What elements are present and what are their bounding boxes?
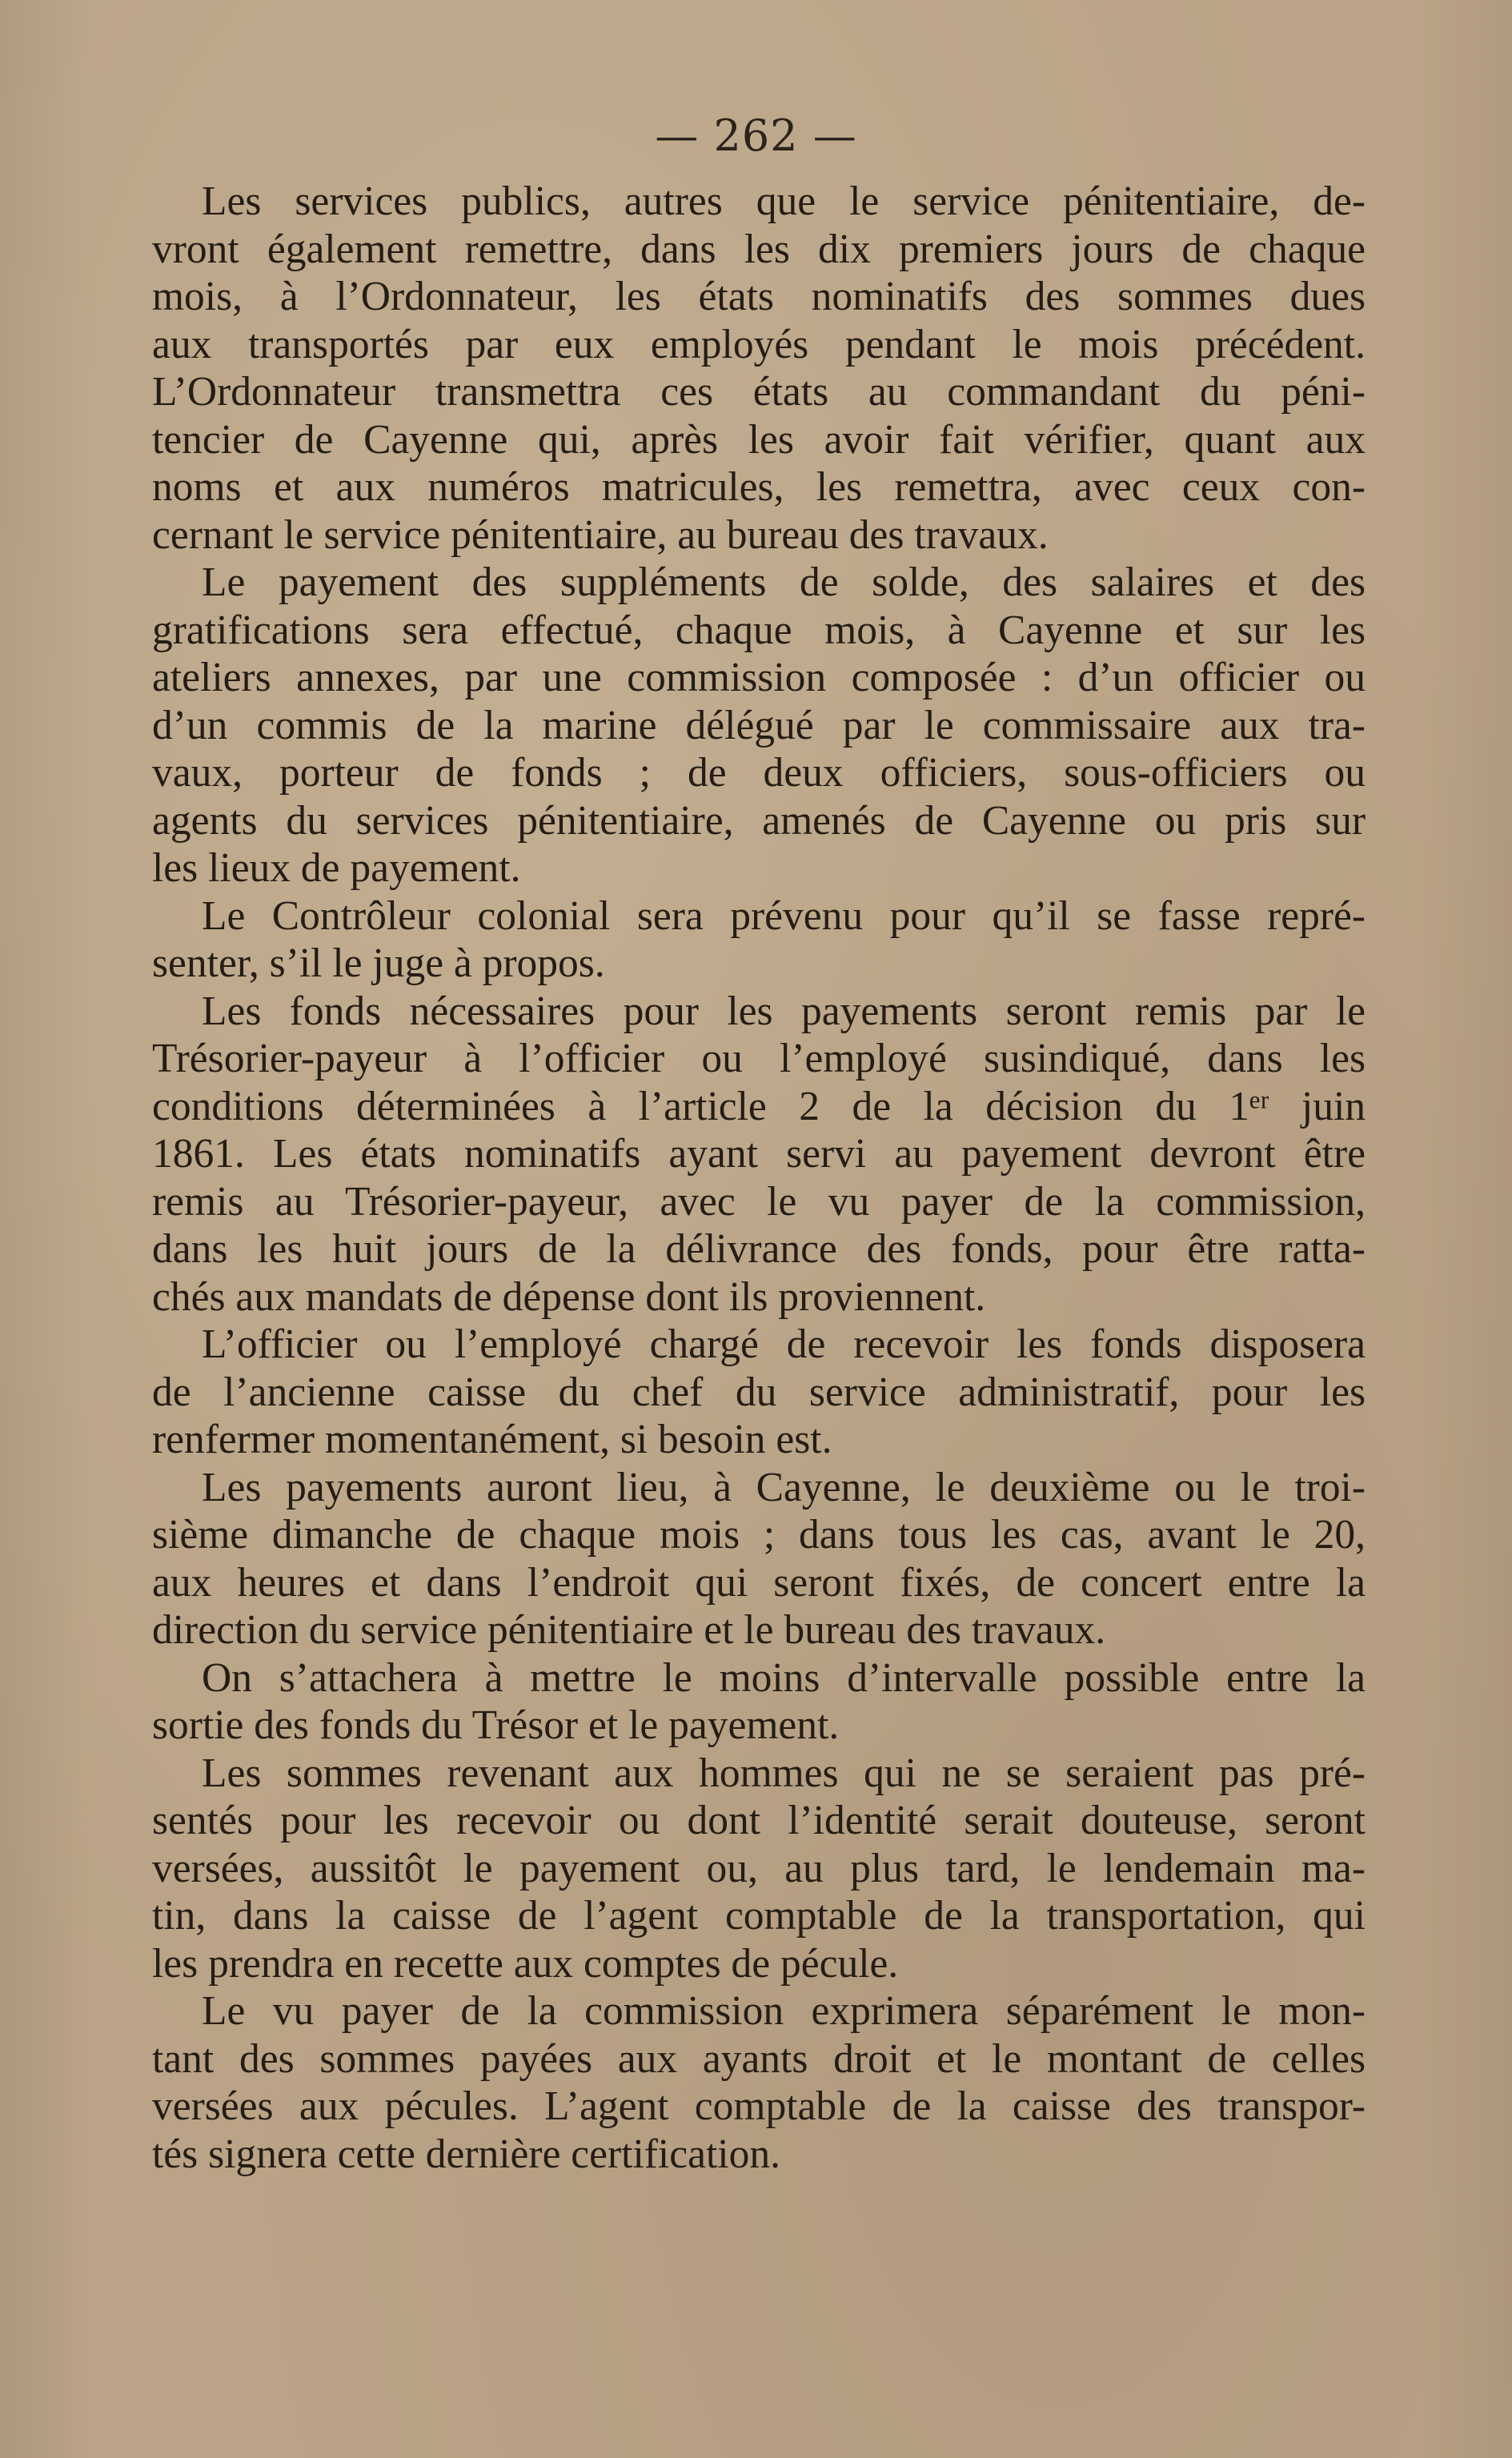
paragraph <box>152 1321 1366 1464</box>
text-line: gratifications sera effectué, chaque mois, à Cayenne et sur les <box>152 607 1366 653</box>
text-line: Le vu payer de la commission exprimera séparément le mon- <box>202 1988 1366 2034</box>
text-line: mois, à l’Ordonnateur, les états nominatifs des sommes dues <box>152 274 1366 319</box>
text-line: agents du services pénitentiaire, amenés de Cayenne ou pris sur <box>152 797 1366 844</box>
text-line: de l’ancienne caisse du chef du service administratif, pour les <box>152 1369 1366 1415</box>
paragraph <box>152 1464 1366 1654</box>
text-line: Les fonds nécessaires pour les payements seront remis par le <box>202 988 1366 1034</box>
paragraph <box>152 1654 1366 1750</box>
text-line: renfermer momentanément, si besoin est. <box>152 1417 832 1462</box>
text-line: Les payements auront lieu, à Cayenne, le deuxième ou le troi- <box>202 1464 1366 1510</box>
text-line: vront également remettre, dans les dix premiers jours de chaque <box>152 226 1366 272</box>
text-line: vaux, porteur de fonds ; de deux officiers, sous-officiers ou <box>152 750 1366 796</box>
text-line: senter, s’il le juge à propos. <box>152 940 605 986</box>
text-line: Trésorier-payeur à l’officier ou l’employé susindiqué, dans les <box>152 1036 1366 1081</box>
text-line: L’Ordonnateur transmettra ces états au commandant du péni- <box>152 369 1366 415</box>
text-line: versées, aussitôt le payement ou, au plus tard, le lendemain ma- <box>152 1845 1366 1891</box>
body-text <box>152 178 1366 2178</box>
text-line: Les sommes revenant aux hommes qui ne se seraient pas pré- <box>202 1750 1366 1796</box>
text-line: chés aux mandats de dépense dont ils proviennent. <box>152 1273 986 1320</box>
paragraph <box>152 559 1366 892</box>
paragraph <box>152 1750 1366 1988</box>
text-line: dans les huit jours de la délivrance des fonds, pour être ratta- <box>152 1226 1366 1272</box>
text-line: On s’attachera à mettre le moins d’intervalle possible entre la <box>202 1654 1366 1701</box>
text-line: tant des sommes payées aux ayants droit et le montant de celles <box>152 2035 1366 2082</box>
paragraph <box>152 892 1366 988</box>
text-line: d’un commis de la marine délégué par le commissaire aux tra- <box>152 702 1366 748</box>
text-line: conditions déterminées à l’article 2 de la décision du 1ᵉʳ juin <box>152 1083 1366 1129</box>
text-line: cernant le service pénitentiaire, au bureau des travaux. <box>152 511 1049 558</box>
text-line: les lieux de payement. <box>152 845 521 891</box>
text-line: direction du service pénitentiaire et le bureau des travaux. <box>152 1607 1106 1653</box>
text-line: tencier de Cayenne qui, après les avoir fait vérifier, quant aux <box>152 416 1366 463</box>
text-line: versées aux pécules. L’agent comptable de la caisse des transpor- <box>152 2083 1366 2129</box>
text-line: L’officier ou l’employé chargé de recevoir les fonds disposera <box>202 1321 1366 1367</box>
text-line: aux heures et dans l’endroit qui seront fixés, de concert entre la <box>152 1559 1366 1606</box>
paragraph <box>152 178 1366 559</box>
text-line: aux transportés par eux employés pendant le mois précédent. <box>152 321 1366 367</box>
text-line: 1861. Les états nominatifs ayant servi au payement devront être <box>152 1131 1366 1177</box>
text-line: sième dimanche de chaque mois ; dans tous les cas, avant le 20, <box>152 1512 1366 1558</box>
text-line: remis au Trésorier-payeur, avec le vu payer de la commission, <box>152 1178 1366 1225</box>
text-line: noms et aux numéros matricules, les remettra, avec ceux con- <box>152 464 1366 510</box>
paragraph <box>152 1987 1366 2178</box>
text-line: sortie des fonds du Trésor et le payement. <box>152 1702 840 1748</box>
text-line: Les services publics, autres que le service pénitentiaire, de- <box>202 178 1366 224</box>
text-line: tés signera cette dernière certification. <box>152 2131 780 2177</box>
text-line: ateliers annexes, par une commission composée : d’un officier ou <box>152 655 1366 700</box>
text-line: Le Contrôleur colonial sera prévenu pour qu’il se fasse repré- <box>202 892 1366 939</box>
text-line: Le payement des suppléments de solde, des salaires et des <box>202 559 1366 605</box>
text-line: sentés pour les recevoir ou dont l’identité serait douteuse, seront <box>152 1798 1366 1843</box>
text-line: tin, dans la caisse de l’agent comptable de la transportation, qui <box>152 1893 1366 1939</box>
text-line: les prendra en recette aux comptes de pécule. <box>152 1940 899 1987</box>
paragraph <box>152 988 1366 1321</box>
page-number: — 262 — <box>655 110 857 161</box>
